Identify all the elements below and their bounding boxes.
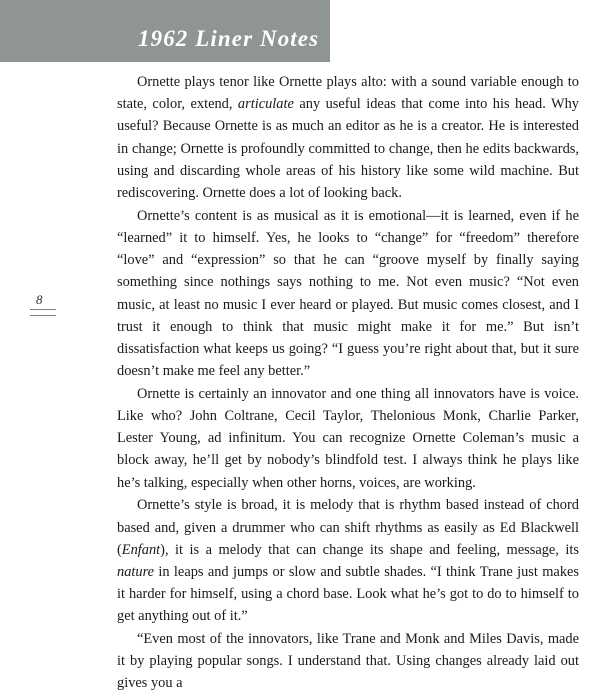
paragraph: Ornette is certainly an innovator and one thing all innovators have is voice. Like who? John Coltrane, Cecil Taylor, Thelonious Monk, Charlie Parker, Lester Young, ad infinitum. You can recognize Ornette Coleman’s music a block away, he’ll get by nobody’s blindfold test. I always think he plays like he’s talking, especially when other horns, voices, are working. <box>117 385 579 491</box>
folio-rule-bottom <box>30 315 56 316</box>
page-title: 1962 Liner Notes <box>138 26 320 51</box>
paragraph: Ornette plays tenor like Ornette plays alto: with a sound variable enough to state, color, extend, articulate any useful ideas that come into his head. Why useful? Because Ornette is as much an editor as he is a creator. He is interested in change; Ornette is profoundly committed to change, then he edits backwards, using and discarding whole areas of his history like some wild machine. But rediscovering. Ornette does a lot of looking back. <box>117 74 579 202</box>
paragraph: Ornette’s style is broad, it is melody that is rhythm based instead of chord based and, given a drummer who can shift rhythms as easily as Ed Blackwell (Enfant), it is a melody that can change its shape and feeling, message, its nature in leaps and jumps or slow and subtle shades. “I think Trane just makes it harder for himself, using a chord base. Look what he’s got to do to himself to get anything out of it.” <box>117 497 579 625</box>
paragraph: “Even most of the innovators, like Trane and Monk and Miles Davis, made it by playing popular songs. I understand that. Using changes already laid out gives you a <box>117 631 579 692</box>
page-number: 8 <box>36 292 43 307</box>
folio-rule-top <box>30 309 56 310</box>
paragraph: Ornette’s content is as musical as it is emotional—it is learned, even if he “learned” it to himself. Yes, he looks to “change” for “freedom” therefore “love” and “expression” so that he can “groove myself by finally saying something since nothings says nothing to me. Not even music? “Not even music, at least no music I ever heard or played. But music comes closest, and I trust it enough to think that music might make it for me.” But isn’t dissatisfaction what keeps us going? “I guess you’re right about that, but it sure doesn’t make me feel any better.” <box>117 207 579 380</box>
body-text-column <box>117 71 579 695</box>
